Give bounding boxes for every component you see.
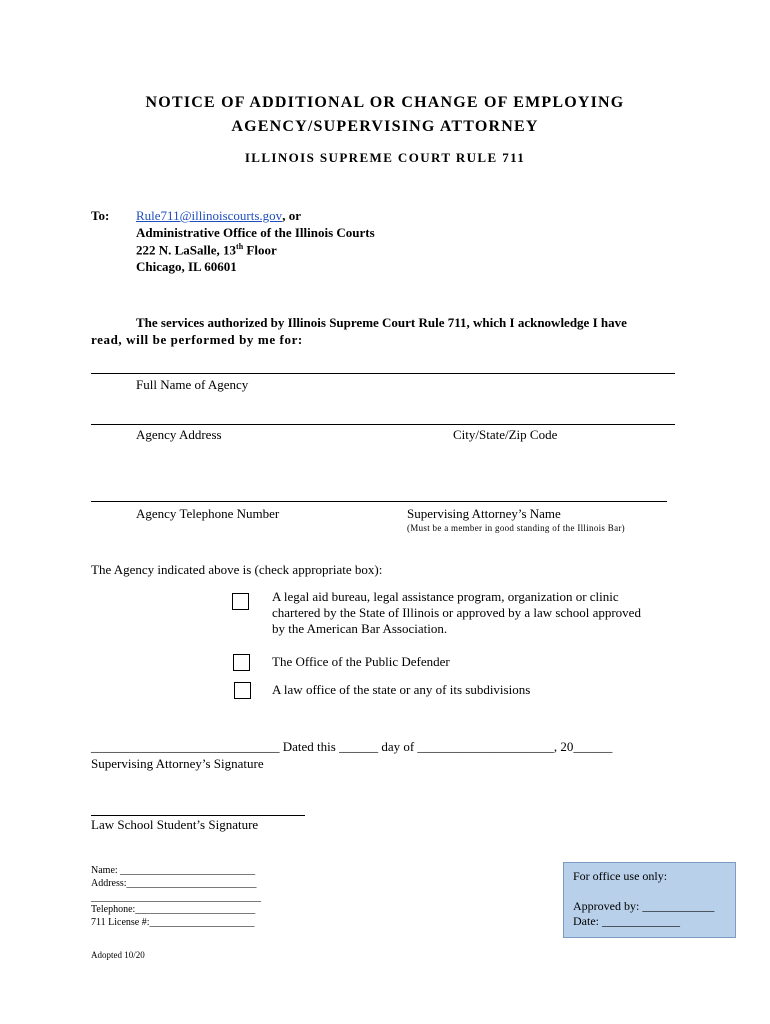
form-title-line-2: AGENCY/SUPERVISING ATTORNEY (231, 118, 539, 135)
agency-phone-label: Agency Telephone Number (136, 506, 280, 521)
legal-aid-option-line-1: A legal aid bureau, legal assistance program, organization or clinic (272, 589, 619, 604)
form-subtitle: ILLINOIS SUPREME COURT RULE 711 (244, 150, 526, 165)
form-title-line-1: NOTICE OF ADDITIONAL OR CHANGE OF EMPLOYING (145, 94, 625, 111)
city-state-zip-label: City/State/Zip Code (453, 427, 558, 442)
attorney-signature-label: Supervising Attorney’s Signature (91, 756, 264, 771)
adopted-date: Adopted 10/20 (91, 950, 145, 960)
state-law-office-checkbox[interactable] (234, 682, 251, 699)
contact-address-extra-line[interactable]: __________________________________ (91, 892, 261, 903)
to-label: To: (91, 208, 110, 223)
statement-line-1: The services authorized by Illinois Supreme Court Rule 711, which I acknowledge I have (136, 315, 627, 330)
agency-name-label: Full Name of Agency (136, 377, 249, 392)
supervising-attorney-note: (Must be a member in good standing of the Illinois Bar) (407, 523, 625, 533)
office-use-box (563, 862, 736, 938)
contact-name-field[interactable]: Name: ___________________________ (91, 865, 256, 876)
agency-type-prompt: The Agency indicated above is (check appropriate box): (91, 562, 383, 577)
agency-address-line[interactable] (91, 424, 675, 425)
legal-aid-option-line-2: chartered by the State of Illinois or approved by a law school approved (272, 605, 641, 620)
public-defender-option: The Office of the Public Defender (272, 654, 450, 669)
email-link[interactable]: Rule711@illinoiscourts.gov (136, 208, 283, 223)
statement-line-2: read, will be performed by me for: (91, 332, 303, 347)
street-sup: th (236, 242, 244, 251)
contact-telephone-field[interactable]: Telephone:________________________ (91, 904, 256, 915)
office-use-approved: Approved by: ____________ (573, 899, 715, 913)
office-use-heading: For office use only: (573, 869, 668, 883)
office-street (136, 242, 277, 258)
to-email-line (136, 208, 301, 224)
office-city: Chicago, IL 60601 (136, 259, 237, 274)
contact-address-field[interactable]: Address:__________________________ (91, 878, 257, 889)
student-signature-label: Law School Student’s Signature (91, 817, 259, 832)
office-use-date: Date: _____________ (573, 914, 680, 928)
public-defender-checkbox[interactable] (233, 654, 250, 671)
dated-line[interactable]: _____________________________ Dated this ______ day of _____________________, 20______ (91, 739, 613, 754)
legal-aid-checkbox[interactable] (232, 593, 249, 610)
supervising-attorney-label: Supervising Attorney’s Name (407, 506, 561, 521)
state-law-office-option: A law office of the state or any of its subdivisions (272, 682, 531, 697)
agency-name-line[interactable] (91, 373, 675, 374)
legal-aid-option-line-3: by the American Bar Association. (272, 621, 448, 636)
office-name: Administrative Office of the Illinois Courts (136, 225, 375, 240)
street-pre: 222 N. LaSalle, 13 (136, 242, 237, 258)
agency-address-label: Agency Address (136, 427, 222, 442)
phone-attorney-line[interactable] (91, 501, 667, 502)
student-signature-line[interactable] (91, 815, 305, 816)
street-post: Floor (243, 242, 277, 258)
email-suffix: , or (282, 208, 301, 223)
contact-license-field[interactable]: 711 License #:_____________________ (91, 917, 255, 928)
